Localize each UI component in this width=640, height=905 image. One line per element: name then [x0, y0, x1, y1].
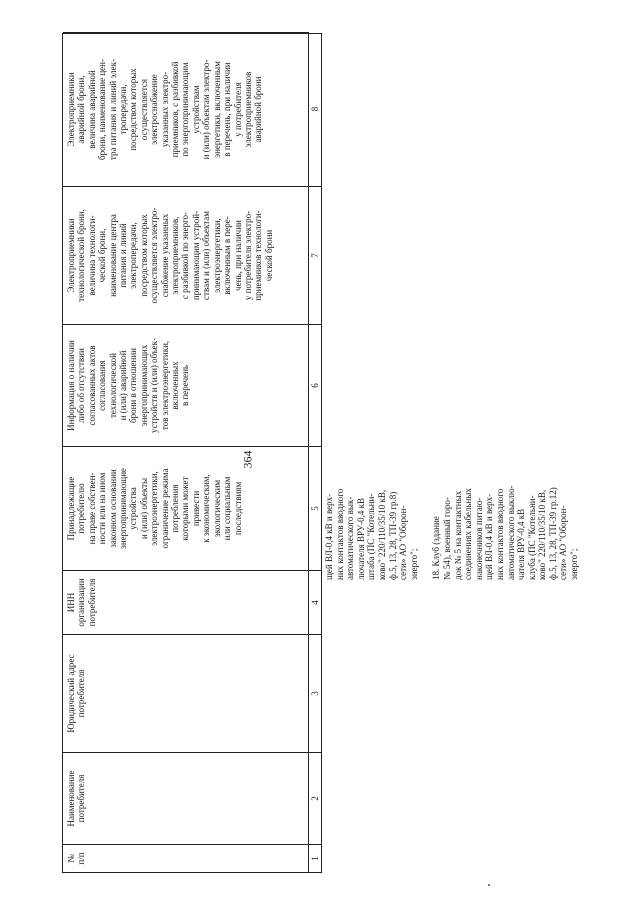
paragraph-club: 18. Клуб (здание № 54), военный горо- док № 5 на контактных соединениях кабельных наконечников питаю- щей ВЛ-0,4 кВ и верх- них контактов вводного автоматического выклю- чателя ВРУ-0,4 кВ клуба (ПС "Котельни- ково" 220/110/35/10 кВ, ф.5, 13, 28, ТП-39 гр.12) сети» АО "Оборон- энерго";: [431, 485, 580, 580]
header-technological-reserve: Электроприемники технологической брони, величина технологи- ческой брони, наименование центра питания и линий электропередачи, посредством которых осуществляется электро- снабжение указанных электроприемников, с разбивкой по энерго- принимающим устрой- ствам и (или) объектам электроэнергетики, включенным в пере- чень, при наличии у потребителя электро- приемников технологи- ческой брони: [63, 186, 308, 324]
header-emergency-reserve: Электроприемники аварийной брони, величина аварийной брони, наименование цен- тра питания и линий элек- тропередачи, посредством которых осуществляется электроснабжение указанных электро- приемников, с разбивкой по энергопринимающим устройствам и (или) объектам электро- энергетики, включенным в перечень, при наличии у потребителя электроприемников аварийной брони: [63, 32, 308, 186]
paragraph-feeder-hq: щей ВЛ-0,4 кВ и верх- них контактов вводного автоматического вык- лючателя ВРУ-0,4 кВ штаба (ПС "Котельни- ково" 220/110/35/10 кВ, ф.5, 13, 28, ТП-39 гр.8) сети» АО "Оборон- энерго";: [324, 488, 419, 580]
column-number-4: 4: [308, 570, 321, 634]
column-number-3: 3: [308, 634, 321, 752]
consumer-table: [62, 33, 322, 873]
column-number-5: 5: [308, 446, 321, 570]
column-number-8: 8: [308, 32, 321, 186]
header-devices: Принадлежащие потребителю на праве собствен- ности или на ином законном основании энергопринимающие устройства и (или) объекты электроэнергетики, ограничение режима потребления которыми может привести к экономическим, экологическим или социальным последствиям: [63, 446, 308, 570]
column-number-1: 1: [308, 844, 321, 872]
continuation-text: [324, 312, 580, 580]
scan-speck: [488, 884, 490, 886]
header-acts-info: Информация о наличии либо об отсутствии согласованных актов согласования технологической и (или) аварийной брони в отношении энергопринимающих устройств и (или) объек- тов электроэнергетики, включенных в перечень: [63, 324, 308, 446]
column-number-2: 2: [308, 752, 321, 844]
header-consumer-name: Наименование потребителя: [63, 752, 308, 844]
header-inn: ИНН организации потребителя: [63, 570, 308, 634]
column-number-6: 6: [308, 324, 321, 446]
column-number-7: 7: [308, 186, 321, 324]
header-legal-address: Юридический адрес потребителя: [63, 634, 308, 752]
page-number: 364: [240, 450, 255, 469]
header-number: № п/п: [63, 844, 308, 872]
